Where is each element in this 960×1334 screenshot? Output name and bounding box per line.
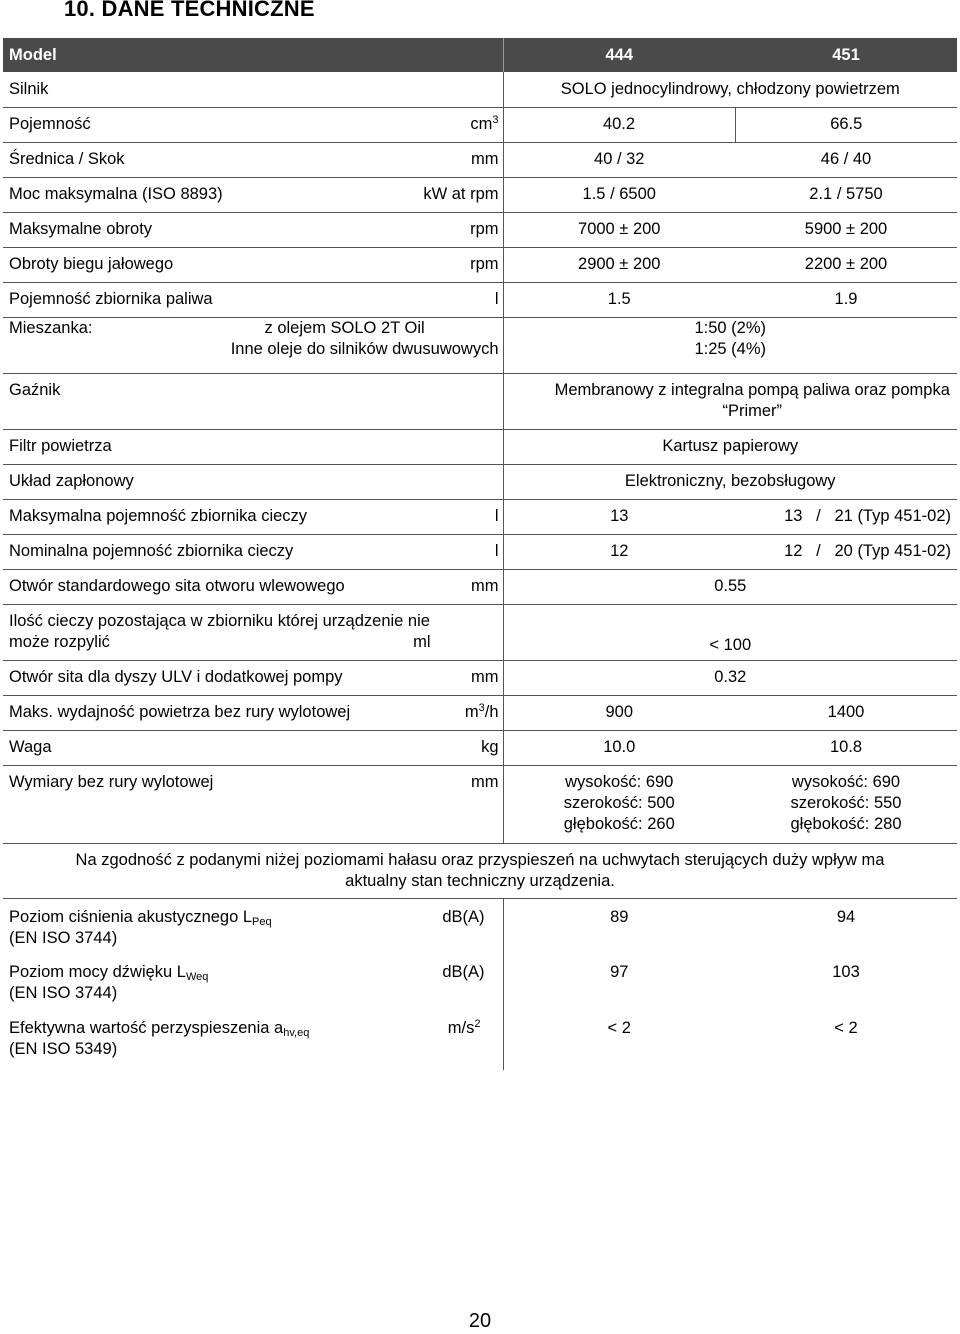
value-451: 1400 xyxy=(735,695,957,730)
value-444: 40 / 32 xyxy=(503,142,735,177)
row-unit-sup: 3 xyxy=(492,114,499,126)
row-mieszanka xyxy=(3,317,957,373)
row-label: Układ zapłonowy xyxy=(3,464,503,499)
row-value: 0.32 xyxy=(503,660,957,695)
row-unit: kg xyxy=(481,738,499,756)
row-label: Pojemność xyxy=(9,115,91,133)
row-ilosc-cieczy xyxy=(3,604,957,660)
value-444: 89 xyxy=(610,907,629,926)
row-label: Maksymalne obroty xyxy=(9,220,153,238)
table-header-row xyxy=(3,38,957,72)
row-unit: dB(A) xyxy=(442,963,485,981)
row-obroty-biegu xyxy=(3,247,957,282)
row-unit: l xyxy=(494,542,499,560)
row-unit: dB(A) xyxy=(442,907,485,926)
row-gaznik xyxy=(3,373,957,429)
row-unit: rpm xyxy=(470,220,499,238)
header-model-444: 444 xyxy=(503,38,735,72)
row-unit: mm xyxy=(471,772,499,791)
value-451: 10.8 xyxy=(735,730,957,765)
row-unit: mm xyxy=(471,577,499,595)
value-444: 1.5 xyxy=(503,282,735,317)
mixture-ratio-2: 1:25 (4%) xyxy=(694,339,767,358)
mixture-other-oils: Inne oleje do silników dwusuwowych xyxy=(230,339,499,358)
row-unit: rpm xyxy=(470,255,499,273)
value-444: 97 xyxy=(610,963,629,981)
row-label: Efektywna wartość perzyspieszenia a xyxy=(9,1019,284,1037)
value-444: 40.2 xyxy=(503,107,735,142)
row-filtr xyxy=(3,429,957,464)
row-unit: m/s xyxy=(447,1019,475,1037)
row-moc-dzwieku xyxy=(3,954,957,1010)
value-451: 66.5 xyxy=(735,107,957,142)
value-444: 1.5 / 6500 xyxy=(503,177,735,212)
mixture-solo-oil: z olejem SOLO 2T Oil xyxy=(264,318,425,337)
row-label: Filtr powietrza xyxy=(3,429,503,464)
row-label: Maksymalna pojemność zbiornika cieczy xyxy=(9,507,308,525)
dim-height-451: wysokość: 690 xyxy=(791,772,901,791)
row-waga xyxy=(3,730,957,765)
row-label: Obroty biegu jałowego xyxy=(9,255,174,273)
row-unit: ml xyxy=(413,633,431,651)
row-label: Wymiary bez rury wylotowej xyxy=(9,772,214,791)
row-unit: m xyxy=(464,703,479,721)
value-451: 13 / 21 (Typ 451-02) xyxy=(735,499,957,534)
row-unit: mm xyxy=(471,668,499,686)
mixture-ratio-1: 1:50 (2%) xyxy=(694,318,767,337)
section-title: 10. DANE TECHNICZNE xyxy=(64,0,315,21)
row-silnik xyxy=(3,72,957,107)
row-obroty-max xyxy=(3,212,957,247)
row-label-sub: Peq xyxy=(252,915,272,928)
header-model: Model xyxy=(3,38,503,72)
row-unit: cm xyxy=(470,115,493,133)
row-label: Nominalna pojemność zbiornika cieczy xyxy=(9,542,294,560)
header-model-451: 451 xyxy=(735,38,957,72)
row-unit: l xyxy=(494,290,499,308)
row-standard: (EN ISO 3744) xyxy=(9,984,118,1002)
row-unit: l xyxy=(494,507,499,525)
row-wymiary xyxy=(3,765,957,843)
dim-depth-444: głębokość: 260 xyxy=(563,814,675,833)
row-label: Waga xyxy=(9,738,52,756)
row-value: SOLO jednocylindrowy, chłodzony powietrzem xyxy=(503,72,957,107)
row-label: Poziom mocy dźwięku L xyxy=(9,963,186,981)
row-zbiornik-paliwa xyxy=(3,282,957,317)
technical-data-table xyxy=(3,38,957,1070)
row-pojemnosc xyxy=(3,107,957,142)
row-moc xyxy=(3,177,957,212)
row-cisnienie-akustyczne xyxy=(3,898,957,954)
row-unit: kW at rpm xyxy=(423,185,499,203)
row-unit-post: /h xyxy=(484,703,499,721)
row-label: Pojemność zbiornika paliwa xyxy=(9,290,213,308)
value-444: 900 xyxy=(503,695,735,730)
dim-height-444: wysokość: 690 xyxy=(565,772,674,791)
row-label: Poziom ciśnienia akustycznego L xyxy=(9,907,253,926)
row-otwor-ulv xyxy=(3,660,957,695)
row-label: Silnik xyxy=(3,72,503,107)
row-value: < 100 xyxy=(503,604,957,660)
value-444: < 2 xyxy=(607,1019,631,1037)
row-label: Otwór sita dla dyszy ULV i dodatkowej pompy xyxy=(9,668,343,686)
dim-width-444: szerokość: 500 xyxy=(563,793,675,812)
row-label: Maks. wydajność powietrza bez rury wylotowej xyxy=(9,703,351,721)
dim-width-451: szerokość: 550 xyxy=(790,793,902,812)
row-zaplon xyxy=(3,464,957,499)
row-label-line1: Ilość cieczy pozostająca w zbiorniku której urządzenie nie xyxy=(9,612,430,630)
value-451: < 2 xyxy=(834,1019,858,1037)
row-otwor-sita xyxy=(3,569,957,604)
value-451: 12 / 20 (Typ 451-02) xyxy=(735,534,957,569)
value-451: 5900 ± 200 xyxy=(735,212,957,247)
row-label: Średnica / Skok xyxy=(9,150,125,168)
row-label-line2: może rozpylić xyxy=(9,633,110,651)
row-label: Mieszanka: xyxy=(9,318,93,337)
row-label-sub: Weq xyxy=(185,971,209,983)
row-value: Membranowy z integralna pompą paliwa oraz pompka “Primer” xyxy=(503,373,957,429)
dim-depth-451: głębokość: 280 xyxy=(790,814,902,833)
noise-note-line2: aktualny stan techniczny urządzenia. xyxy=(345,871,615,890)
value-444: 2900 ± 200 xyxy=(503,247,735,282)
value-451: 94 xyxy=(836,907,856,926)
row-label-sub: hv,eq xyxy=(283,1027,310,1039)
value-444: 7000 ± 200 xyxy=(503,212,735,247)
value-451: 2200 ± 200 xyxy=(735,247,957,282)
row-unit: mm xyxy=(471,150,499,168)
row-przyspieszenie xyxy=(3,1010,957,1070)
row-standard: (EN ISO 5349) xyxy=(9,1040,118,1058)
row-max-pojemnosc-cieczy xyxy=(3,499,957,534)
value-451: 103 xyxy=(832,963,860,981)
value-444: 12 xyxy=(503,534,735,569)
row-value: Elektroniczny, bezobsługowy xyxy=(503,464,957,499)
row-nom-pojemnosc-cieczy xyxy=(3,534,957,569)
value-451: 1.9 xyxy=(735,282,957,317)
row-srednica xyxy=(3,142,957,177)
value-451: 2.1 / 5750 xyxy=(735,177,957,212)
row-label: Moc maksymalna (ISO 8893) xyxy=(9,185,223,203)
value-444: 10.0 xyxy=(503,730,735,765)
row-value: Kartusz papierowy xyxy=(503,429,957,464)
row-note xyxy=(3,843,957,898)
value-444: 13 xyxy=(503,499,735,534)
value-451: 46 / 40 xyxy=(735,142,957,177)
row-wydajnosc xyxy=(3,695,957,730)
row-label: Otwór standardowego sita otworu wlewowego xyxy=(9,577,345,595)
row-label: Gaźnik xyxy=(3,373,503,429)
row-value: 0.55 xyxy=(503,569,957,604)
row-unit-sup: 3 xyxy=(478,702,485,714)
row-unit-sup: 2 xyxy=(474,1018,481,1030)
page-number: 20 xyxy=(468,1310,492,1332)
row-standard: (EN ISO 3744) xyxy=(9,928,118,947)
noise-note-line1: Na zgodność z podanymi niżej poziomami hałasu oraz przyspieszeń na uchwytach sterujących duży wpływ ma xyxy=(75,850,885,869)
